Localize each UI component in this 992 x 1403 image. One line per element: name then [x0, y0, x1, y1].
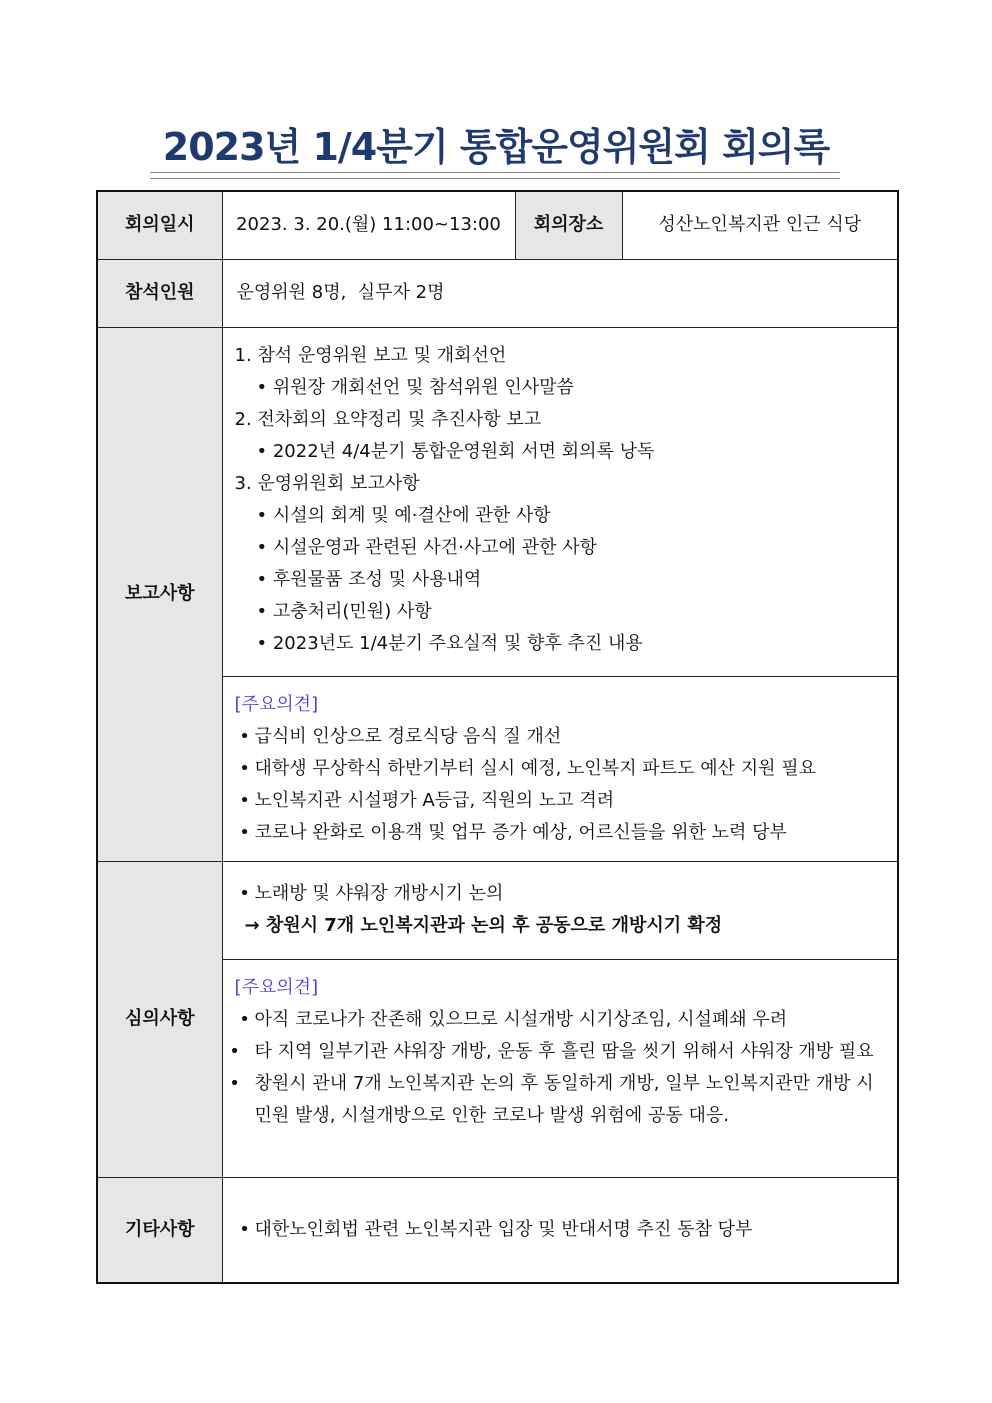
- report-line: • 2022년 4/4분기 통합운영원회 서면 회의록 낭독: [256, 440, 655, 462]
- deliberation-opinions: [222, 959, 898, 1177]
- document-title: 2023년 1/4분기 통합운영위원회 회의록: [162, 125, 830, 169]
- deliberation-opinion-item: • 창원시 관내 7개 노인복지관 논의 후 동일하게 개방, 일부 노인복지관만 개방 시 민원 발생, 시설개방으로 인한 코로나 발생 위험에 공동 대응.: [235, 1068, 888, 1132]
- deliberation-opinion-heading: [주요의견]: [234, 976, 319, 998]
- row-report-items: [97, 327, 898, 676]
- report-line: • 위원장 개회선언 및 참석위원 인사말씀: [256, 376, 574, 398]
- report-line: 1. 참석 운영위원 보고 및 개회선언: [234, 344, 507, 366]
- report-line: 2. 전차회의 요약정리 및 추진사항 보고: [234, 408, 542, 430]
- report-label: 보고사항: [97, 327, 222, 861]
- report-opinion-item: • 급식비 인상으로 경로식당 음식 질 개선: [235, 721, 888, 753]
- other-items: [222, 1177, 898, 1283]
- report-opinion-item: • 코로나 완화로 이용객 및 업무 증가 예상, 어르신들을 위한 노력 당부: [235, 817, 888, 849]
- meeting-place-label: 회의장소: [515, 191, 622, 259]
- report-line: • 후원물품 조성 및 사용내역: [256, 568, 482, 590]
- report-opinion-heading: [주요의견]: [234, 693, 319, 715]
- meeting-date-label: 회의일시: [97, 191, 222, 259]
- other-item: • 대한노인회법 관련 노인복지관 입장 및 반대서명 추진 동참 당부: [235, 1214, 888, 1246]
- row-meeting-info: [97, 191, 898, 259]
- row-deliberation-item: [97, 861, 898, 959]
- deliberation-label: 심의사항: [97, 861, 222, 1177]
- report-opinion-item: • 대학생 무상학식 하반기부터 실시 예정, 노인복지 파트도 예산 지원 필요: [235, 753, 888, 785]
- deliberation-result: → 창원시 7개 노인복지관과 논의 후 공동으로 개방시기 확정: [244, 915, 723, 936]
- meeting-date-value: 2023. 3. 20.(월) 11:00~13:00: [222, 191, 515, 259]
- attendees-value: 운영위원 8명, 실무자 2명: [222, 259, 898, 327]
- report-line: • 시설운영과 관련된 사건·사고에 관한 사항: [256, 536, 598, 558]
- report-line: • 고충처리(민원) 사항: [256, 600, 432, 622]
- other-label: 기타사항: [97, 1177, 222, 1283]
- row-attendees: [97, 259, 898, 327]
- row-other: [97, 1177, 898, 1283]
- report-opinions: [222, 676, 898, 861]
- report-line: • 시설의 회계 및 예·결산에 관한 사항: [256, 504, 551, 526]
- deliberation-topic: • 노래방 및 샤워장 개방시기 논의: [235, 878, 888, 910]
- title-underline: [150, 172, 840, 179]
- deliberation-opinion-item: • 타 지역 일부기관 샤워장 개방, 운동 후 흘린 땀을 씻기 위해서 샤워장 개방 필요: [235, 1036, 888, 1068]
- report-items: [222, 327, 898, 676]
- deliberation-item: [222, 861, 898, 959]
- attendees-label: 참석인원: [97, 259, 222, 327]
- report-line: • 2023년도 1/4분기 주요실적 및 향후 추진 내용: [256, 632, 643, 654]
- meeting-place-value: 성산노인복지관 인근 식당: [622, 191, 898, 259]
- report-opinion-item: • 노인복지관 시설평가 A등급, 직원의 노고 격려: [235, 785, 888, 817]
- deliberation-opinion-item: • 아직 코로나가 잔존해 있으므로 시설개방 시기상조임, 시설폐쇄 우려: [235, 1004, 888, 1036]
- minutes-table: [96, 190, 899, 1284]
- report-line: 3. 운영위원회 보고사항: [234, 472, 420, 494]
